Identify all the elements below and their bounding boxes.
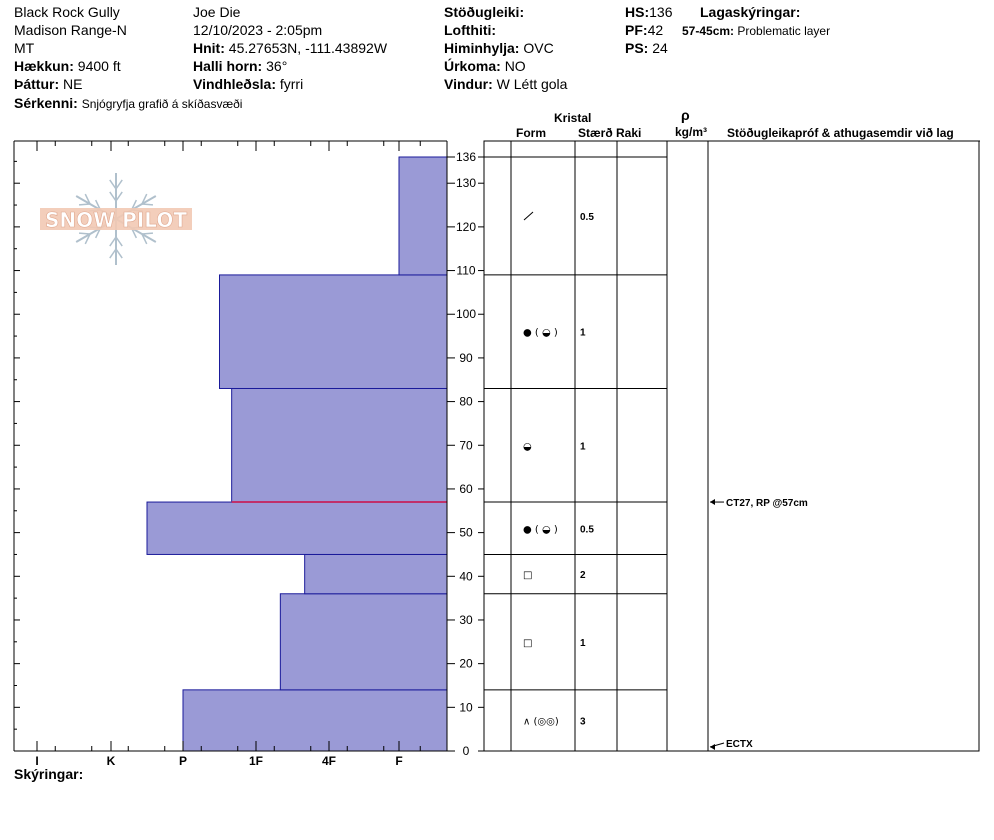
depth-tick-label: 40 bbox=[459, 569, 473, 584]
hardness-bar bbox=[305, 554, 447, 593]
features-label: Sérkenni: bbox=[14, 95, 78, 111]
logo-text: SNOW PILOT bbox=[45, 208, 187, 232]
hardness-bar bbox=[232, 388, 447, 502]
hs-value: 136 bbox=[649, 4, 673, 20]
depth-tick-label: 110 bbox=[456, 263, 476, 278]
wind-loading-value: fyrri bbox=[279, 76, 304, 92]
hardness-bar bbox=[220, 275, 448, 389]
moisture-header: Raki bbox=[616, 126, 642, 140]
hardness-tick-label: P bbox=[178, 754, 188, 768]
crystal-form-symbol bbox=[524, 212, 533, 220]
notes-label: Skýringar: bbox=[14, 766, 84, 782]
crystal-size: 2 bbox=[580, 570, 586, 582]
stability-test-label: CT27, RP @57cm bbox=[726, 498, 808, 510]
depth-tick-label: 10 bbox=[459, 700, 473, 715]
density-unit: kg/m³ bbox=[675, 125, 708, 139]
depth-tick-label: 60 bbox=[459, 481, 473, 496]
hardness-bar bbox=[183, 690, 447, 751]
layer-note: Problematic layer bbox=[737, 24, 831, 38]
ps-label: PS: bbox=[625, 40, 649, 56]
crystal-form-symbol: ∧ (◎◎) bbox=[523, 716, 559, 728]
air-temp-label: Lofthiti: bbox=[444, 22, 497, 38]
crystal-size: 0.5 bbox=[580, 211, 594, 223]
snowflake-branch bbox=[142, 204, 153, 205]
crystal-size: 1 bbox=[580, 441, 586, 453]
crystal-size: 1 bbox=[580, 637, 586, 649]
elevation-label: Hækkun: bbox=[14, 58, 74, 74]
ps-value: 24 bbox=[652, 40, 668, 56]
slope-label: Halli horn: bbox=[193, 58, 263, 74]
test-arrow-head bbox=[710, 499, 715, 505]
location-name: Black Rock Gully bbox=[14, 4, 120, 20]
hardness-bar bbox=[147, 502, 447, 554]
depth-tick-label: 50 bbox=[459, 525, 473, 540]
elevation-value: 9400 ft bbox=[77, 58, 121, 74]
density-symbol: ρ bbox=[681, 107, 690, 123]
hardness-bar bbox=[280, 594, 447, 690]
hs-label: HS: bbox=[625, 4, 650, 20]
form-header: Form bbox=[516, 126, 546, 140]
crystal-size: 0.5 bbox=[580, 524, 594, 536]
crystal-size: 3 bbox=[580, 716, 586, 728]
depth-tick-label: 70 bbox=[459, 438, 473, 453]
stability-tests-header: Stöðugleikapróf & athugasemdir við lag bbox=[727, 126, 954, 140]
date-time: 12/10/2023 - 2:05pm bbox=[193, 22, 323, 38]
hardness-bar bbox=[399, 157, 447, 275]
depth-tick-label: 30 bbox=[459, 612, 473, 627]
depth-tick-label: 0 bbox=[462, 744, 470, 758]
depth-tick-label: 120 bbox=[455, 219, 477, 234]
depth-tick-label: 130 bbox=[455, 176, 477, 191]
snowflake-branch bbox=[79, 233, 90, 234]
depth-tick-label: 100 bbox=[455, 307, 477, 322]
depth-tick-label: 20 bbox=[459, 656, 473, 671]
aspect-value: NE bbox=[63, 76, 83, 92]
crystal-form-symbol: □ bbox=[523, 637, 533, 649]
wind-loading-label: Vindhleðsla: bbox=[193, 76, 276, 92]
stability-label: Stöðugleiki: bbox=[444, 4, 525, 20]
state: MT bbox=[14, 40, 35, 56]
crystal-form-symbol: ● ( ◒ ) bbox=[523, 327, 558, 339]
depth-tick-label: 136 bbox=[455, 150, 477, 164]
depth-tick-label: 90 bbox=[459, 350, 473, 365]
crystal-header: Kristal bbox=[554, 111, 592, 125]
pf-label: PF: bbox=[625, 22, 648, 38]
hardness-tick-label: F bbox=[395, 754, 403, 768]
snowpilot-logo bbox=[40, 173, 192, 265]
hardness-tick-label: K bbox=[106, 754, 116, 768]
stability-tests bbox=[710, 498, 808, 750]
layer-legend-label: Lagaskýringar: bbox=[700, 4, 801, 20]
crystal-form-symbol: ● ( ◒ ) bbox=[523, 524, 558, 536]
features-value: Snjógryfja grafið á skíðasvæði bbox=[81, 97, 243, 111]
coords-label: Hnit: bbox=[193, 40, 225, 56]
hardness-bars bbox=[147, 157, 447, 751]
sky-label: Himinhylja: bbox=[444, 40, 520, 56]
wind-label: Vindur: bbox=[444, 76, 493, 92]
snowflake-branch bbox=[79, 204, 90, 205]
hardness-tick-label: 1F bbox=[248, 754, 264, 768]
coords-value: 45.27653N, -111.43892W bbox=[228, 40, 388, 56]
observer: Joe Die bbox=[193, 4, 241, 20]
pf-value: 42 bbox=[647, 22, 664, 38]
snowflake-branch bbox=[142, 233, 153, 234]
hardness-tick-label: I bbox=[35, 754, 39, 768]
mountain-range: Madison Range-N bbox=[14, 22, 127, 38]
hardness-tick-label: 4F bbox=[321, 754, 337, 768]
layer-range: 57-45cm: bbox=[682, 24, 735, 38]
sky-value: OVC bbox=[523, 40, 554, 56]
precip-value: NO bbox=[504, 58, 526, 74]
crystal-form-symbol: □ bbox=[523, 570, 533, 582]
stability-test-label: ECTX bbox=[726, 739, 753, 750]
crystal-form-symbol: ◒ bbox=[523, 441, 532, 453]
precip-label: Úrkoma: bbox=[444, 58, 501, 74]
wind-value: W Létt gola bbox=[496, 76, 568, 92]
slope-value: 36° bbox=[266, 58, 288, 74]
size-header: Stærð bbox=[578, 126, 613, 140]
test-arrow-head bbox=[710, 744, 715, 750]
crystal-size: 1 bbox=[580, 327, 586, 339]
depth-tick-label: 80 bbox=[459, 394, 473, 409]
aspect-label: Þáttur: bbox=[14, 76, 60, 92]
layer-table bbox=[484, 141, 980, 751]
table-frame bbox=[484, 141, 979, 751]
